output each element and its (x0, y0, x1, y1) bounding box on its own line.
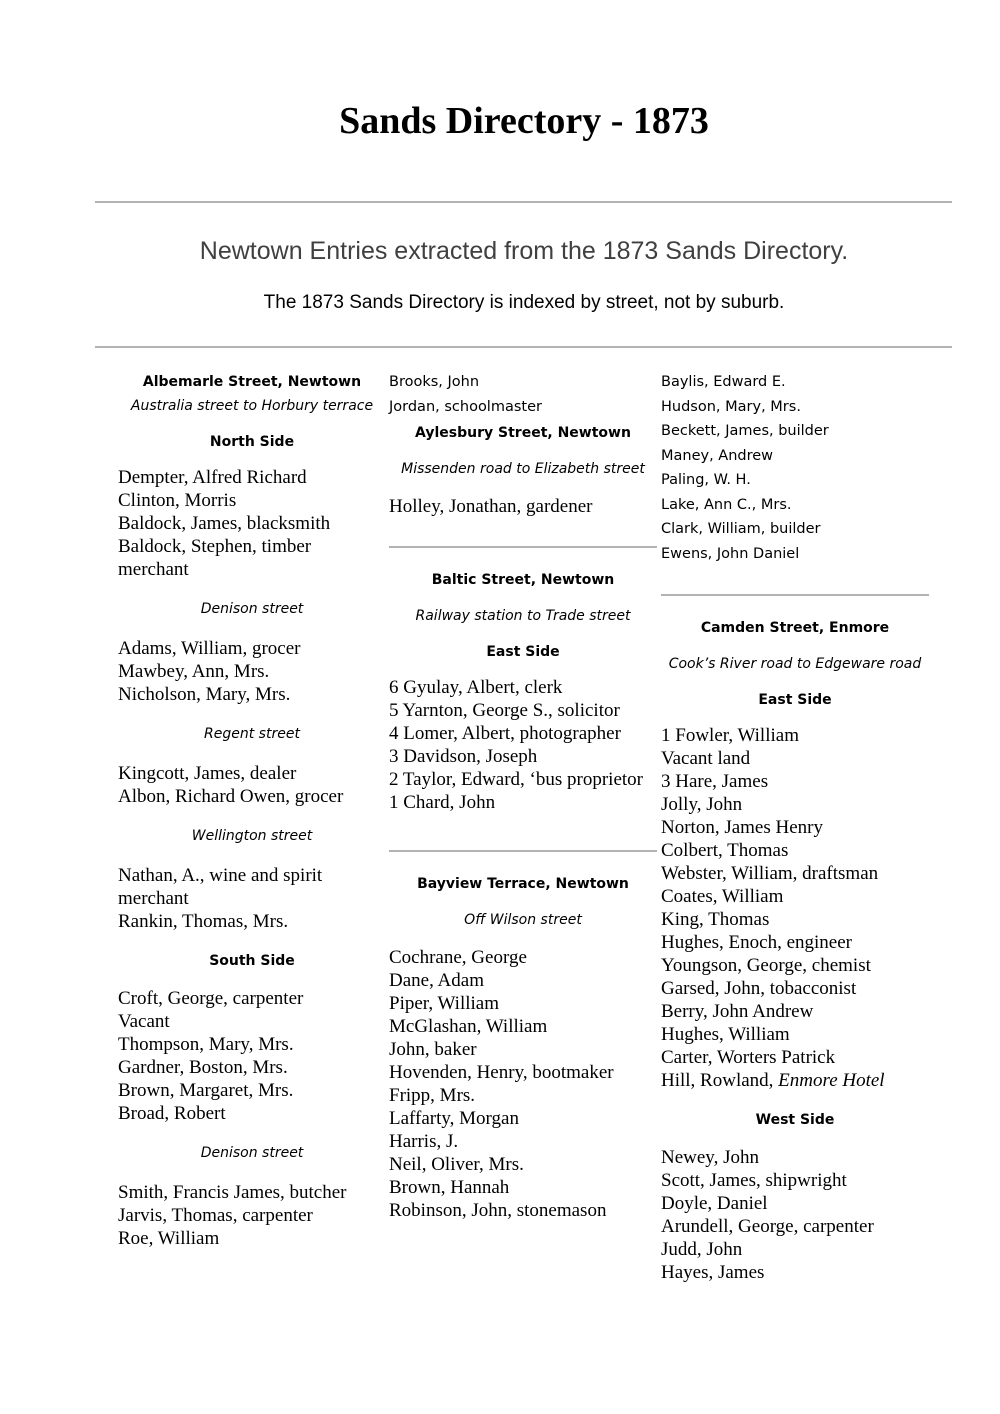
list-item: Roe, William (118, 1228, 220, 1249)
list-item: Arundell, George, carpenter (661, 1216, 874, 1237)
list-item: Ewens, John Daniel (661, 545, 800, 562)
list-item: Hudson, Mary, Mrs. (661, 398, 801, 415)
list-item: 3 Davidson, Joseph (389, 746, 538, 767)
list-item: Webster, William, draftsman (661, 863, 879, 884)
list-item: Scott, James, shipwright (661, 1170, 847, 1191)
list-item: Broad, Robert (118, 1103, 226, 1124)
list-item: Cochrane, George (389, 947, 527, 968)
list-item: Baldock, James, blacksmith (118, 513, 331, 534)
list-item: Hayes, James (661, 1262, 765, 1283)
list-item: Gardner, Boston, Mrs. (118, 1057, 288, 1078)
list-item: 1 Chard, John (389, 792, 496, 813)
list-item: Paling, W. H. (661, 472, 751, 488)
list-item: Judd, John (661, 1239, 743, 1260)
street-range: Cook’s River road to Edgeware road (668, 656, 922, 672)
cross-street-denison-south: Denison street (200, 1145, 304, 1161)
list-item: Dane, Adam (389, 970, 484, 991)
street-range: Missenden road to Elizabeth street (401, 461, 645, 477)
list-item: McGlashan, William (389, 1016, 548, 1037)
list-item: Baylis, Edward E. (661, 374, 786, 390)
entry-list (389, 370, 657, 419)
column-2 (389, 370, 657, 1222)
list-item: 3 Hare, James (661, 771, 769, 792)
list-item: Holley, Jonathan, gardener (389, 496, 593, 517)
list-item: Maney, Andrew (661, 447, 774, 464)
column-1 (118, 370, 386, 1250)
list-item: Adams, William, grocer (118, 638, 301, 659)
header-rule (95, 201, 952, 203)
list-item (661, 1069, 929, 1092)
street-heading-baltic: Baltic Street, Newtown (431, 572, 615, 588)
side-heading-east: East Side (758, 692, 832, 708)
list-item: 1 Fowler, William (661, 725, 799, 746)
list-item: Hovenden, Henry, bootmaker (389, 1062, 614, 1083)
list-item: Carter, Worters Patrick (661, 1047, 836, 1068)
list-item: Beckett, James, builder (661, 423, 829, 439)
list-item: Clark, William, builder (661, 521, 821, 537)
side-heading-south: South Side (209, 953, 295, 969)
intro-text: The 1873 Sands Directory is indexed by street, not by suburb. (263, 292, 785, 313)
list-item: Dempter, Alfred Richard (118, 467, 307, 488)
entry-list (118, 637, 386, 706)
intro-rule (95, 346, 952, 348)
list-item: Lake, Ann C., Mrs. (661, 496, 792, 513)
entry-list (661, 370, 929, 566)
list-item: Croft, George, carpenter (118, 988, 304, 1009)
street-range: Off Wilson street (464, 912, 582, 928)
list-item: Colbert, Thomas (661, 840, 789, 861)
entry-hotel: Enmore Hotel (778, 1070, 885, 1091)
list-item: Fripp, Mrs. (389, 1085, 476, 1106)
street-heading-aylesbury: Aylesbury Street, Newtown (415, 425, 631, 441)
list-item: Jordan, schoolmaster (389, 398, 542, 415)
list-item: 5 Yarnton, George S., solicitor (389, 700, 620, 721)
list-item: 4 Lomer, Albert, photographer (389, 723, 621, 744)
list-item: Albon, Richard Owen, grocer (118, 786, 344, 807)
page-subtitle: Newtown Entries extracted from the 1873 Sands Directory. (199, 237, 849, 265)
cross-street-wellington: Wellington street (191, 828, 313, 844)
list-item: Coates, William (661, 886, 784, 907)
list-item: Smith, Francis James, butcher (118, 1182, 347, 1203)
side-heading-north: North Side (209, 434, 295, 450)
list-item: Berry, John Andrew (661, 1001, 814, 1022)
list-item: Garsed, John, tobacconist (661, 978, 857, 999)
entry-list (661, 724, 929, 1069)
list-item: Nathan, A., wine and spirit merchant (118, 865, 323, 909)
list-item: Brown, Hannah (389, 1177, 510, 1198)
page-title: Sands Directory - 1873 (339, 100, 709, 142)
entry-list (389, 495, 657, 518)
street-range: Australia street to Horbury terrace (130, 398, 374, 414)
list-item: Doyle, Daniel (661, 1193, 768, 1214)
side-heading-east: East Side (486, 644, 560, 660)
cross-street-regent: Regent street (204, 726, 300, 742)
list-item: Vacant land (661, 748, 751, 769)
entry-list (118, 864, 386, 933)
list-item: Laffarty, Morgan (389, 1108, 519, 1129)
entry-list (389, 676, 657, 814)
street-heading-camden: Camden Street, Enmore (700, 620, 890, 636)
street-range: Railway station to Trade street (415, 608, 631, 624)
list-item: Clinton, Morris (118, 490, 237, 511)
list-item: Vacant (118, 1011, 170, 1032)
list-item: Kingcott, James, dealer (118, 763, 297, 784)
list-item: Jarvis, Thomas, carpenter (118, 1205, 313, 1226)
entry-list (118, 1181, 386, 1250)
list-item: King, Thomas (661, 909, 770, 930)
cross-street-denison: Denison street (200, 601, 304, 617)
side-heading-west: West Side (755, 1112, 835, 1128)
list-item: Hughes, Enoch, engineer (661, 932, 852, 953)
entry-list (118, 466, 386, 581)
list-item: Baldock, Stephen, timber merchant (118, 536, 312, 580)
list-item: Brown, Margaret, Mrs. (118, 1080, 294, 1101)
entry-list (389, 946, 657, 1222)
entry-list (661, 1069, 929, 1092)
list-item: Mawbey, Ann, Mrs. (118, 661, 270, 682)
entry-list (118, 987, 386, 1125)
list-item: Newey, John (661, 1147, 759, 1168)
list-item: Rankin, Thomas, Mrs. (118, 911, 289, 932)
list-item: John, baker (389, 1039, 477, 1060)
list-item: Robinson, John, stonemason (389, 1200, 607, 1221)
list-item: Hughes, William (661, 1024, 790, 1045)
list-item: Harris, J. (389, 1131, 459, 1152)
list-item: 6 Gyulay, Albert, clerk (389, 677, 563, 698)
list-item: Neil, Oliver, Mrs. (389, 1154, 524, 1175)
entry-list (661, 1146, 929, 1284)
list-item: Brooks, John (389, 374, 480, 390)
list-item: Thompson, Mary, Mrs. (118, 1034, 294, 1055)
street-heading-bayview: Bayview Terrace, Newtown (417, 876, 629, 892)
list-item: Norton, James Henry (661, 817, 823, 838)
street-heading-albemarle: Albemarle Street, Newtown (142, 374, 362, 390)
list-item: Piper, William (389, 993, 500, 1014)
entry-list (118, 762, 386, 808)
list-item: Nicholson, Mary, Mrs. (118, 684, 291, 705)
list-item: Youngson, George, chemist (661, 955, 871, 976)
entry-name: Hill, Rowland, (661, 1070, 774, 1091)
column-3 (661, 370, 929, 1284)
list-item: 2 Taylor, Edward, ‘bus proprietor (389, 769, 643, 790)
list-item: Jolly, John (661, 794, 743, 815)
